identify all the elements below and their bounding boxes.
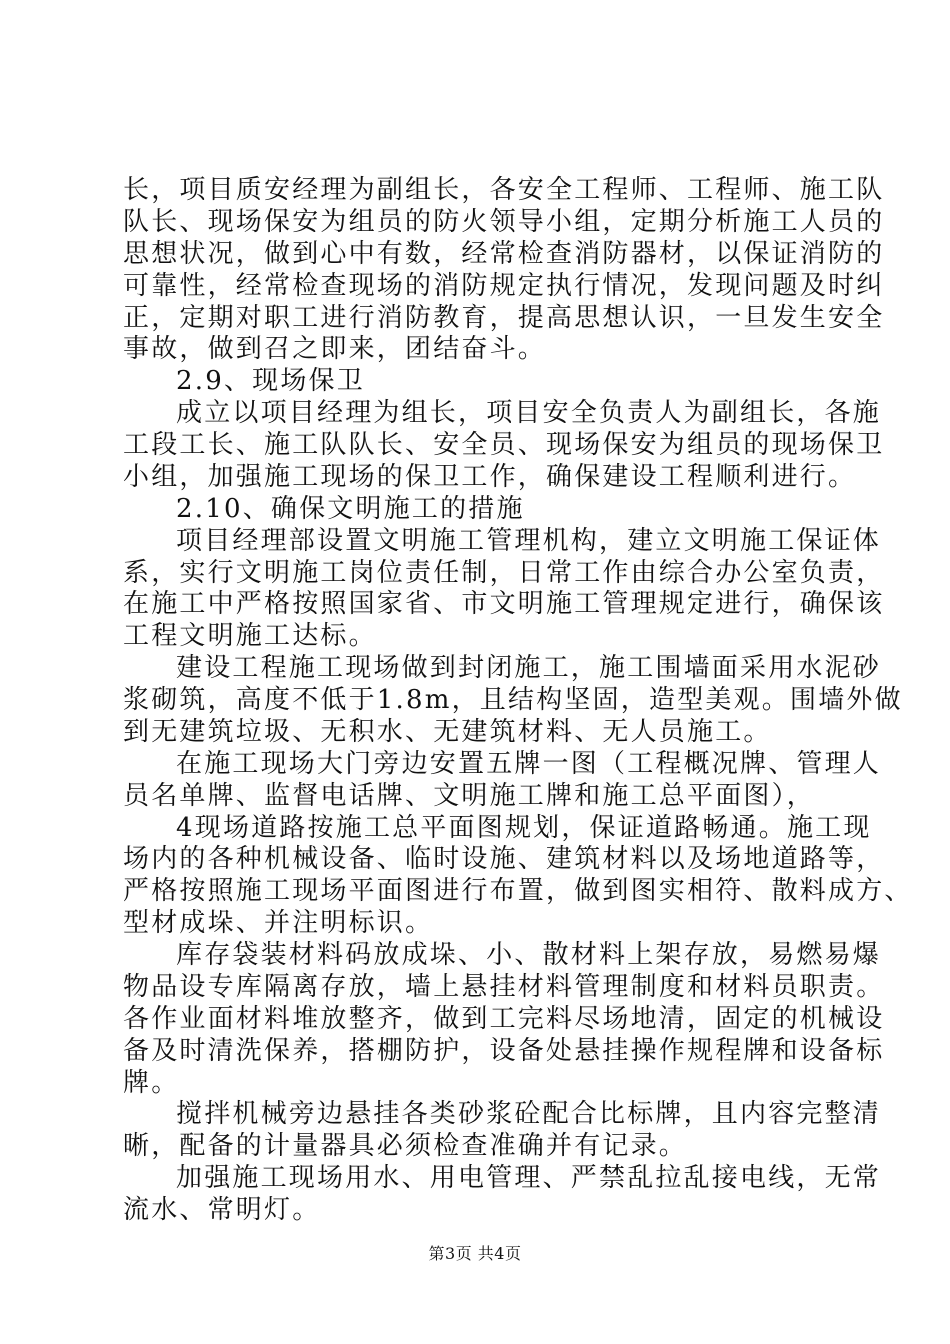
text-line: 场内的各种机械设备、临时设施、建筑材料以及场地道路等，: [123, 844, 885, 874]
text-line: 物品设专库隔离存放，墙上悬挂材料管理制度和材料员职责。: [123, 972, 885, 1002]
text-line: 工段工长、施工队队长、安全员、现场保安为组员的现场保卫: [123, 430, 885, 460]
text-line: 4现场道路按施工总平面图规划，保证道路畅通。施工现: [176, 813, 872, 843]
text-line: 小组，加强施工现场的保卫工作，确保建设工程顺利进行。: [123, 462, 857, 492]
text-line: 正，定期对职工进行消防教育，提高思想认识，一旦发生安全: [123, 303, 885, 333]
text-line: 库存袋装材料码放成垛、小、散材料上架存放，易燃易爆: [176, 940, 882, 970]
text-line: 队长、现场保安为组员的防火领导小组，定期分析施工人员的: [123, 207, 885, 237]
text-line: 思想状况，做到心中有数，经常检查消防器材，以保证消防的: [123, 239, 885, 269]
text-line: 在施工中严格按照国家省、市文明施工管理规定进行，确保该: [123, 589, 885, 619]
text-line: 在施工现场大门旁边安置五牌一图（工程概况牌、管理人: [176, 749, 882, 779]
text-line: 各作业面材料堆放整齐，做到工完料尽场地清，固定的机械设: [123, 1004, 885, 1034]
text-line: 工程文明施工达标。: [123, 621, 377, 651]
text-line: 事故，做到召之即来，团结奋斗。: [123, 334, 547, 364]
page-footer: 第3页 共4页: [428, 1244, 522, 1263]
text-line: 成立以项目经理为组长，项目安全负责人为副组长，各施: [176, 398, 882, 428]
text-line: 建设工程施工现场做到封闭施工，施工围墙面采用水泥砂: [176, 653, 882, 683]
text-line: 员名单牌、监督电话牌、文明施工牌和施工总平面图），: [123, 781, 816, 811]
text-line: 备及时清洗保养，搭棚防护，设备处悬挂操作规程牌和设备标: [123, 1036, 885, 1066]
text-line: 加强施工现场用水、用电管理、严禁乱拉乱接电线，无常: [176, 1163, 882, 1193]
section-heading: 2.9、现场保卫: [176, 366, 365, 396]
text-line: 流水、常明灯。: [123, 1195, 321, 1225]
text-line: 长，项目质安经理为副组长，各安全工程师、工程师、施工队: [123, 175, 885, 205]
section-heading: 2.10、确保文明施工的措施: [176, 494, 525, 524]
text-line: 牌。: [123, 1068, 180, 1098]
text-line: 项目经理部设置文明施工管理机构，建立文明施工保证体: [176, 526, 882, 556]
text-line: 型材成垛、并注明标识。: [123, 908, 434, 938]
text-line: 浆砌筑，高度不低于1.8m，且结构坚固，造型美观。围墙外做: [123, 685, 903, 715]
text-line: 系，实行文明施工岗位责任制，日常工作由综合办公室负责，: [123, 558, 885, 588]
text-line: 严格按照施工现场平面图进行布置，做到图实相符、散料成方、: [123, 876, 913, 906]
text-line: 搅拌机械旁边悬挂各类砂浆砼配合比标牌，且内容完整清: [176, 1099, 882, 1129]
text-line: 到无建筑垃圾、无积水、无建筑材料、无人员施工。: [123, 717, 772, 747]
text-line: 晰，配备的计量器具必须检查准确并有记录。: [123, 1131, 688, 1161]
text-line: 可靠性，经常检查现场的消防规定执行情况，发现问题及时纠: [123, 271, 885, 301]
